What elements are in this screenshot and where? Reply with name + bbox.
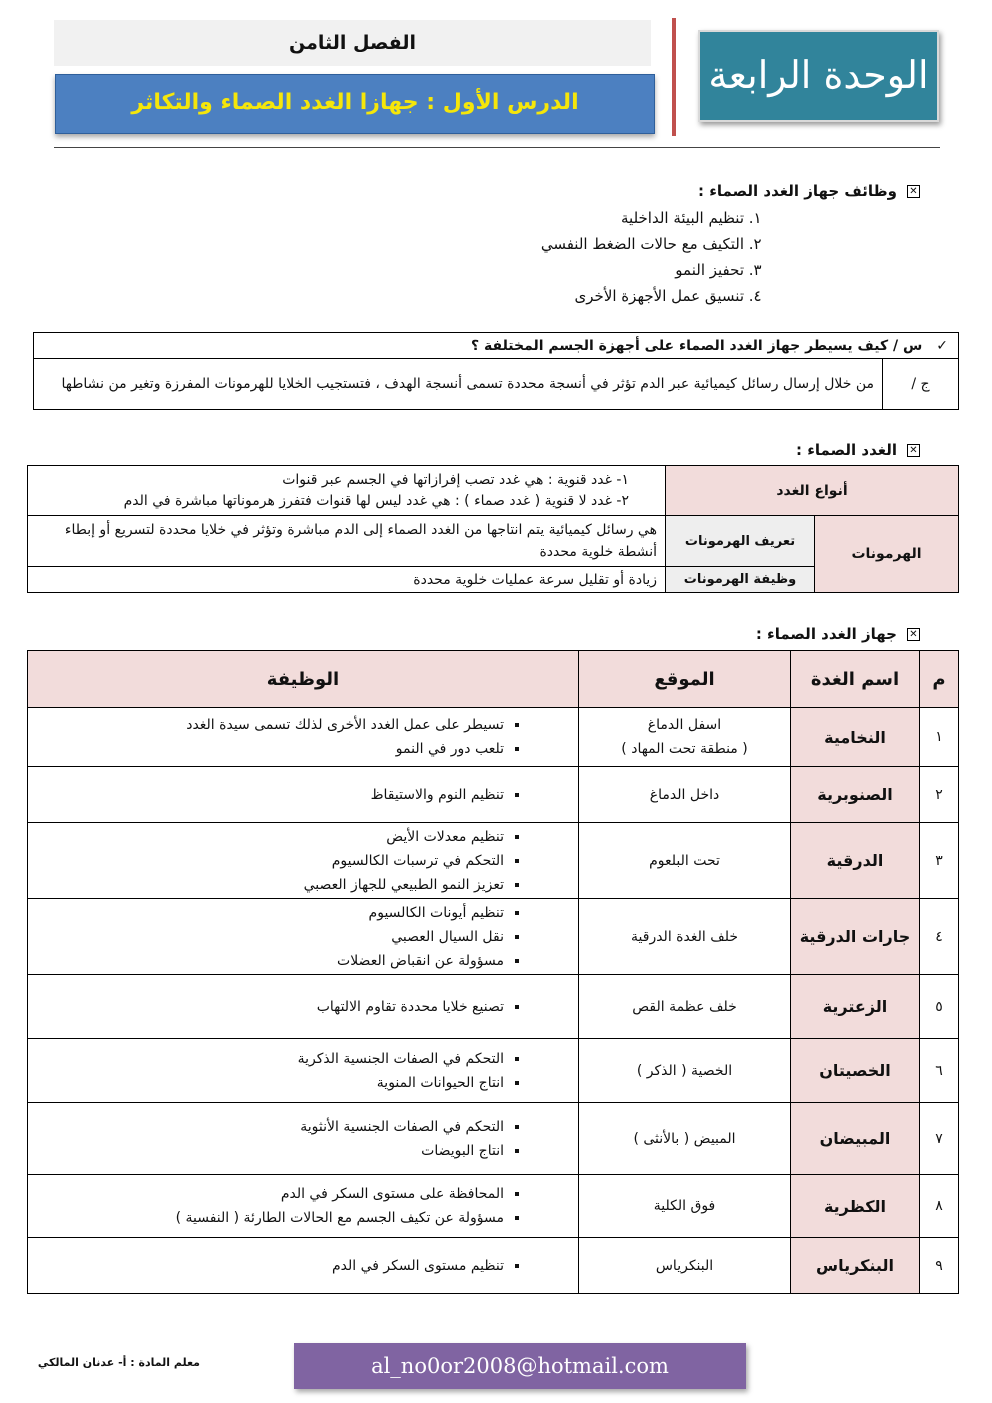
header-name: اسم الغدة [791, 651, 920, 708]
gland-location: المبيض ( بالأنثى ) [579, 1103, 791, 1175]
gland-name: الصنوبرية [791, 767, 920, 823]
gland-location: خلف عظمة القص [579, 975, 791, 1039]
function-item: ▪ التحكم في الصفات الجنسية الذكرية [28, 1047, 504, 1071]
location-line: ( منطقة تحت المهاد ) [621, 741, 748, 757]
functions-list [541, 205, 770, 309]
table-row [28, 823, 959, 899]
function-item: ▪ انتاج الحيوانات المنوية [28, 1071, 504, 1095]
row-num: ٤ [920, 899, 959, 975]
gland-location: تحت البلعوم [579, 823, 791, 899]
system-title: جهاز الغدد الصماء : [755, 625, 897, 643]
gland-location: فوق الكلية [579, 1175, 791, 1238]
gland-functions [28, 767, 579, 823]
header-num: م [920, 651, 959, 708]
function-item: ▪ المحافظة على مستوى السكر في الدم [28, 1182, 504, 1206]
gland-location [579, 708, 791, 767]
function-item: ▪ مسؤولة عن انقباض العضلات [28, 949, 504, 973]
answer-text: من خلال إرسال رسائل كيميائية عبر الدم تؤثر في أنسجة محددة تسمى أنسجة الهدف ، فتستجيب الخلايا للهرمونات المفرزة وتغير من نشاطها [34, 359, 883, 410]
checkbox-icon: ✕ [907, 444, 920, 457]
gland-type-item: ١- غدد قنوية : هي غدد تصب إفرازاتها في الجسم عبر قنوات [282, 471, 629, 488]
gland-type-item: ٢- غدد لا قنوية ( غدد صماء ) : هي غدد ليس لها قنوات فتفرز هرموناتها مباشرة في الدم [123, 492, 629, 509]
gland-functions [28, 1175, 579, 1238]
row-num: ٢ [920, 767, 959, 823]
glands-title: الغدد الصماء : [796, 441, 897, 459]
table-row [28, 767, 959, 823]
email-banner: al_no0or2008@hotmail.com [294, 1343, 746, 1389]
row-num: ٥ [920, 975, 959, 1039]
gland-location: خلف الغدة الدرقية [579, 899, 791, 975]
row-num: ٣ [920, 823, 959, 899]
teacher-name: معلم المادة : أ- عدنان المالكي [37, 1356, 200, 1369]
function-item: ▪ تصنيع خلايا محددة تقاوم الالتهاب [28, 995, 504, 1019]
table-row [28, 1238, 959, 1294]
location-line: اسفل الدماغ [647, 717, 722, 733]
gland-functions [28, 823, 579, 899]
table-row [28, 708, 959, 767]
function-item: ▪ تنظيم مستوى السكر في الدم [28, 1254, 504, 1278]
gland-location: الخصية ( الذكر ) [579, 1039, 791, 1103]
function-item: ▪ تنظيم أيونات الكالسيوم [28, 901, 504, 925]
header-location: الموقع [579, 651, 791, 708]
gland-functions [28, 1039, 579, 1103]
function-item: ▪ التحكم في ترسبات الكالسيوم [28, 849, 504, 873]
function-item: ▪ نقل السيال العصبي [28, 925, 504, 949]
table-row [28, 1175, 959, 1238]
gland-types-label: أنواع الغدد [666, 466, 959, 516]
gland-functions [28, 899, 579, 975]
gland-name: جارات الدرقية [791, 899, 920, 975]
question-text: س / كيف يسيطر جهاز الغدد الصماء على أجهزة الجسم المختلفة ؟ [471, 337, 923, 354]
header-divider [672, 18, 676, 136]
list-item: 2. التكيف مع حالات الضغط النفسي [541, 231, 744, 257]
gland-types-cell [28, 466, 666, 516]
row-num: ٨ [920, 1175, 959, 1238]
checkbox-icon: ✕ [907, 185, 920, 198]
table-row [28, 899, 959, 975]
list-item: 1. تنظيم البيئة الداخلية [541, 205, 744, 231]
row-num: ٧ [920, 1103, 959, 1175]
table-row [28, 1103, 959, 1175]
gland-location: البنكرياس [579, 1238, 791, 1294]
checkbox-icon: ✕ [907, 628, 920, 641]
hormone-function: زيادة أو تقليل سرعة عمليات خلوية محددة [28, 567, 666, 593]
table-row [28, 975, 959, 1039]
checkmark-icon: ✓ [936, 337, 948, 354]
functions-heading [698, 182, 920, 200]
gland-name: الدرقية [791, 823, 920, 899]
function-item: ▪ التحكم في الصفات الجنسية الأنثوية [28, 1115, 504, 1139]
gland-name: الكظرية [791, 1175, 920, 1238]
gland-name: المبيضان [791, 1103, 920, 1175]
hormones-label: الهرمونات [815, 516, 959, 593]
hormone-definition-label: تعريف الهرمونات [666, 516, 815, 567]
glands-heading [796, 441, 920, 459]
gland-functions [28, 708, 579, 767]
hormone-definition: هي رسائل كيميائية يتم انتاجها من الغدد الصماء إلى الدم مباشرة وتؤثر في خلايا محددة لتسريع أو إبطاء أنشطة خلوية محددة [28, 516, 666, 567]
gland-functions [28, 975, 579, 1039]
gland-name: البنكرياس [791, 1238, 920, 1294]
header-rule [54, 147, 940, 148]
header-function: الوظيفة [28, 651, 579, 708]
hormone-function-label: وظيفة الهرمونات [666, 567, 815, 593]
endocrine-glands-table [27, 650, 959, 1294]
gland-name: الزعترية [791, 975, 920, 1039]
row-num: ١ [920, 708, 959, 767]
row-num: ٩ [920, 1238, 959, 1294]
function-item: ▪ تلعب دور في النمو [28, 737, 504, 761]
answer-label: ج / [883, 359, 959, 410]
list-item: 4. تنسيق عمل الأجهزة الأخرى [541, 283, 744, 309]
system-heading [756, 625, 920, 643]
function-item: ▪ انتاج البويضات [28, 1139, 504, 1163]
function-item: ▪ تعزيز النمو الطبيعي للجهاز العصبي [28, 873, 504, 897]
list-item: 3. تحفيز النمو [541, 257, 744, 283]
gland-functions [28, 1103, 579, 1175]
function-item: ▪ تسيطر على عمل الغدد الأخرى لذلك تسمى سيدة الغدد [28, 713, 504, 737]
function-item: ▪ مسؤولة عن تكيف الجسم مع الحالات الطارئة ( النفسية ) [28, 1206, 504, 1230]
gland-name: النخامية [791, 708, 920, 767]
gland-name: الخصيتان [791, 1039, 920, 1103]
function-item: ▪ تنظيم النوم والاستيقاظ [28, 783, 504, 807]
question-answer-box [33, 332, 959, 410]
row-num: ٦ [920, 1039, 959, 1103]
lesson-title: الدرس الأول : جهازا الغدد الصماء والتكاثر [55, 74, 655, 134]
table-row [28, 1039, 959, 1103]
glands-info-table [27, 465, 959, 593]
gland-functions [28, 1238, 579, 1294]
chapter-title: الفصل الثامن [54, 20, 651, 66]
question-row [34, 333, 959, 359]
functions-title: وظائف جهاز الغدد الصماء : [698, 182, 897, 200]
unit-title: الوحدة الرابعة [698, 30, 939, 122]
gland-location: داخل الدماغ [579, 767, 791, 823]
function-item: ▪ تنظيم معدلات الأيض [28, 825, 504, 849]
